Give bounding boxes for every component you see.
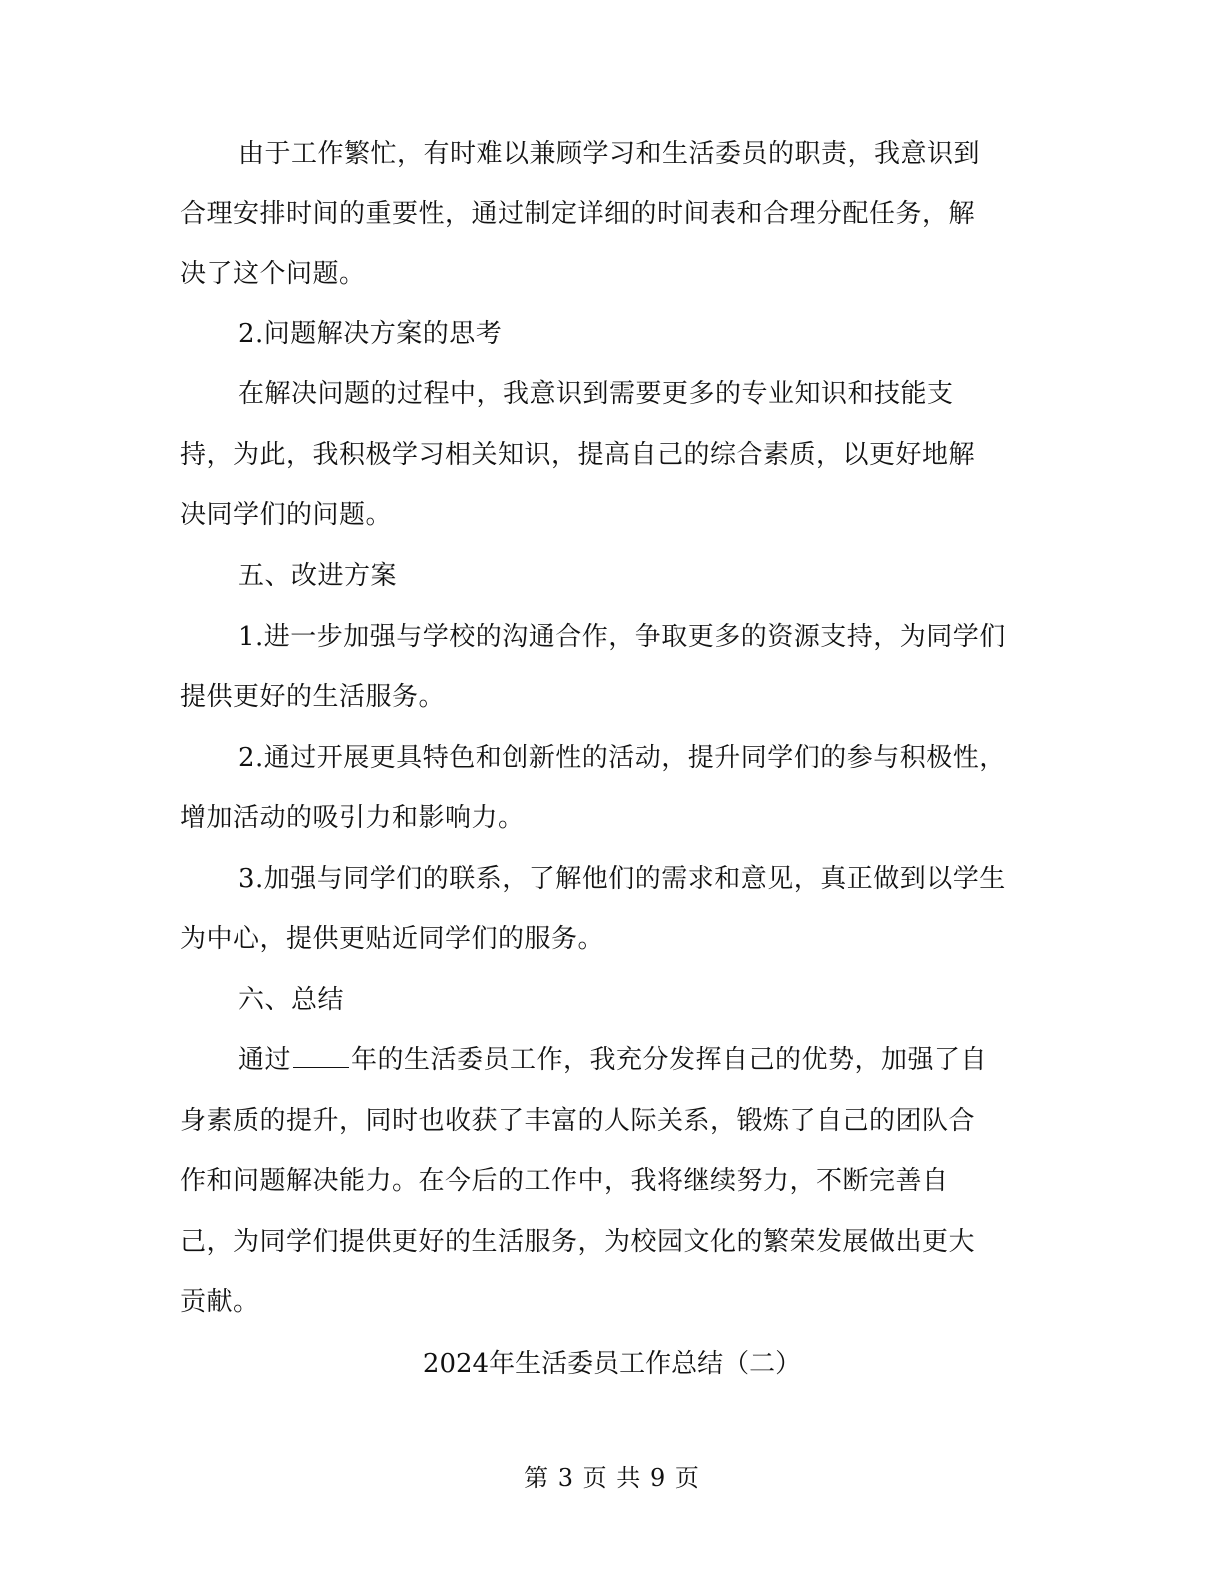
paragraph-line: 决同学们的问题。 <box>180 500 393 530</box>
summary-paragraph-line: 身素质的提升，同时也收获了丰富的人际关系，锻炼了自己的团队合 <box>180 1106 976 1136</box>
paragraph-line: 持，为此，我积极学习相关知识，提高自己的综合素质，以更好地解 <box>180 440 976 470</box>
summary-paragraph-line: 作和问题解决能力。在今后的工作中，我将继续努力，不断完善自 <box>180 1166 949 1196</box>
paragraph-line: 由于工作繁忙，有时难以兼顾学习和生活委员的职责，我意识到 <box>238 139 981 169</box>
list-item-continuation: 为中心，提供更贴近同学们的服务。 <box>180 924 605 954</box>
list-item-continuation: 提供更好的生活服务。 <box>180 682 446 712</box>
list-item: 1.进一步加强与学校的沟通合作，争取更多的资源支持，为同学们 <box>238 622 1006 652</box>
paragraph-line: 决了这个问题。 <box>180 259 366 289</box>
list-item-continuation: 增加活动的吸引力和影响力。 <box>180 803 525 833</box>
list-item: 2.通过开展更具特色和创新性的活动，提升同学们的参与积极性， <box>238 743 1006 773</box>
section-heading-improvement: 五、改进方案 <box>238 561 398 591</box>
paragraph-line: 合理安排时间的重要性，通过制定详细的时间表和合理分配任务，解 <box>180 199 976 229</box>
summary-paragraph-line <box>238 1042 987 1078</box>
list-item: 3.加强与同学们的联系，了解他们的需求和意见，真正做到以学生 <box>238 864 1006 894</box>
page-number-footer: 第 3 页 共 9 页 <box>524 1464 700 1492</box>
summary-paragraph-line: 己，为同学们提供更好的生活服务，为校园文化的繁荣发展做出更大 <box>180 1227 976 1257</box>
section-heading-summary: 六、总结 <box>238 985 345 1015</box>
next-section-title: 2024年生活委员工作总结（二） <box>422 1349 802 1379</box>
summary-text-before: 通过 <box>238 1045 292 1075</box>
summary-text-after: 年的生活委员工作，我充分发挥自己的优势，加强了自 <box>351 1045 988 1075</box>
subheading-solution-thinking: 2.问题解决方案的思考 <box>238 319 503 349</box>
fill-in-blank <box>293 1045 349 1068</box>
summary-paragraph-line: 贡献。 <box>180 1287 260 1317</box>
paragraph-line: 在解决问题的过程中，我意识到需要更多的专业知识和技能支 <box>238 379 954 409</box>
